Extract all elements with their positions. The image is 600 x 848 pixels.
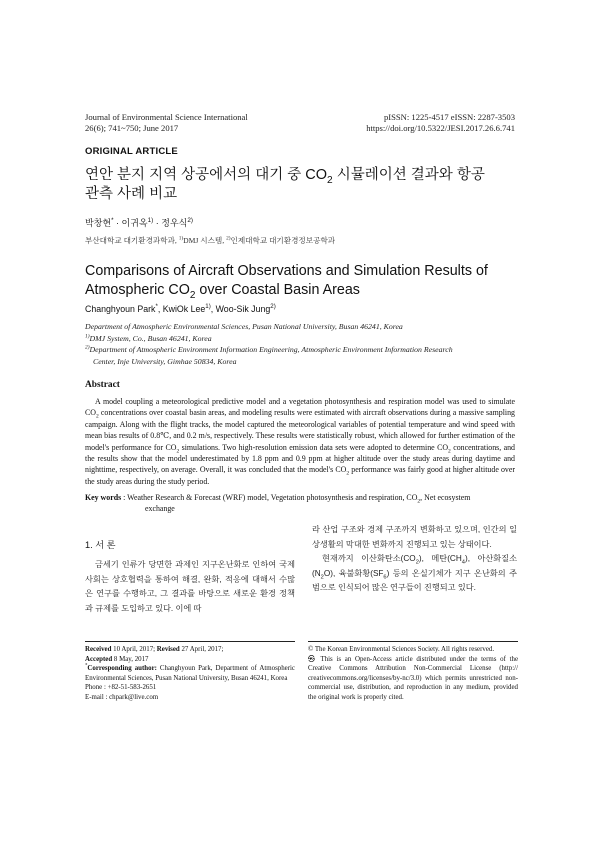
english-title-line1: Comparisons of Aircraft Observations and Simulation Results of (85, 263, 488, 279)
author-mark: 1) (147, 217, 154, 224)
keywords-label: Key words (85, 493, 122, 502)
korean-author-3: 정우식 (161, 218, 188, 228)
corresponding-label: Corresponding author: (87, 665, 157, 673)
article-type: ORIGINAL ARTICLE (85, 146, 178, 157)
english-author-1: Changhyoun Park (85, 304, 156, 314)
intro-text: ), 아산화질소(N (312, 554, 518, 578)
license: ㉿ This is an Open-Access article distributed under the terms of the Creative Commons Attribution Non-Commercial License (http:// creativecommons.org/licenses/by-nc/3.0) which permits unrestricted non-commercial use, distribution, and reproduction in any medium, provided the original work is properly cited. (308, 655, 518, 701)
english-author-2: , KwiOk Lee (157, 304, 206, 314)
korean-affiliations (85, 235, 525, 246)
issn-doi-block (300, 112, 515, 134)
co2-subscript: 2 (417, 498, 421, 505)
english-title-line2: Atmospheric CO (85, 282, 190, 298)
intro-right-paragraph-2 (312, 552, 517, 596)
revised-date: 27 April, 2017; (179, 646, 224, 653)
affiliation-2-text: DMJ System, Co., Busan 46241, Korea (89, 333, 212, 343)
intro-text: ) 등의 온실기체가 지구 온난화의 주범으로 인식되어 많은 연구들이 진행되고 있다. (312, 568, 517, 593)
abstract-text: concentrations, and the results show that the model underestimated by 1.8 ppm and 0.9 ppm at higher altitude over the study areas during daytime and nighttime, respectively, on average. Overall, it was concluded that the model's CO (85, 442, 516, 475)
journal-name: Journal of Environmental Science International (85, 112, 248, 122)
affil-mark: 2) (226, 235, 231, 242)
affil-mark: 1) (178, 235, 184, 242)
accepted-label: Accepted (85, 655, 113, 663)
affiliation-3-text: Department of Atmospheric Environment Information Engineering, Atmospheric Environment Information Research (89, 345, 453, 354)
korean-author-1: 박창현 (85, 218, 112, 228)
footer-right (308, 645, 518, 703)
co2-subscript: 2 (327, 174, 333, 186)
affiliation-3 (85, 344, 525, 356)
author-separator: · (153, 218, 162, 228)
keywords-text: , Net ecosystem (420, 493, 471, 502)
co2-subscript: 2 (176, 448, 180, 455)
abstract-text: concentrations over coastal basin areas, and modeling results were estimated with aircraft observations during a massive sampling campaign. Along with the flight tracks, the model captured the meteorological variables of potential temperature and wind speed with mean bias results of 0.8℃, and 0.2 m/s, respectively. These results were statistically robust, which allowed for further estimation of the model's performance for CO (85, 408, 515, 452)
doi-link[interactable]: https://doi.org/10.5322/JESI.2017.26.6.741 (366, 123, 515, 133)
korean-title-line2: 관측 사례 비교 (85, 186, 178, 202)
korean-affil-3: 인제대학교 대기환경정보공학과 (230, 236, 336, 245)
english-author-3: , Woo-Sik Jung (210, 304, 271, 314)
english-authors (85, 304, 276, 314)
abstract-body (85, 396, 515, 487)
footer-right-rule (308, 641, 518, 642)
keywords (85, 492, 515, 514)
author-mark: 1) (205, 303, 211, 311)
intro-left-paragraph: 금세기 인류가 당면한 과제인 지구온난화로 인하여 국제사회는 상호협력을 통하여 해결, 완화, 적응에 대해서 수많은 연구를 수행하고, 그 결과를 바탕으로 새로운 환경 정책과 규제를 도입하고 있다. 이에 따 (85, 560, 295, 613)
korean-title-line1-end: 시뮬레이션 결과와 항공 (332, 167, 485, 183)
korean-affil-2: DMJ 시스템, (183, 236, 227, 245)
subscript: 2 (320, 574, 324, 581)
intro-text: 현재까지 이산화탄소(CO (322, 554, 416, 564)
author-separator: · (113, 218, 122, 228)
author-mark: 2) (270, 303, 276, 311)
keywords-colon: : (121, 493, 128, 502)
author-mark: * (85, 663, 88, 669)
co2-subscript: 2 (95, 413, 99, 420)
footer-left (85, 645, 295, 703)
email[interactable]: E-mail : chpark@live.com (85, 693, 159, 701)
author-mark: * (155, 303, 158, 311)
abstract-text: A model coupling a meteorological predictive model and a vegetation photosynthesis and respiration model was used to simulate CO (85, 397, 515, 418)
co2-subscript: 2 (346, 471, 350, 478)
korean-authors (85, 216, 193, 229)
intro-text: O), 육불화황(SF (323, 568, 384, 578)
phone: Phone : +82-51-583-2651 (85, 684, 157, 692)
author-mark: * (111, 217, 114, 224)
affil-mark: 1) (85, 332, 90, 339)
section-title: 1. 서 론 (85, 540, 116, 550)
intro-right-column (312, 523, 517, 596)
subscript: 6 (383, 574, 387, 581)
affiliation-2 (85, 333, 525, 345)
english-title-line2-end: over Coastal Basin Areas (195, 282, 360, 298)
corresponding-text: Changhyoun Park, Department of Atmospheric Environmental Sciences, Pusan National University, Busan 46241, Korea (85, 665, 295, 682)
korean-title-line1: 연안 분지 지역 상공에서의 대기 중 CO (85, 167, 328, 183)
abstract-text: performance was fairly good at higher altitude over the study areas during the study period. (85, 465, 516, 486)
english-affiliations (85, 321, 525, 367)
korean-affil-1: 부산대학교 대기환경과학과, (85, 236, 179, 245)
footer-left-rule (85, 641, 295, 642)
accepted-date: 8 May, 2017 (112, 655, 149, 663)
abstract-text: simulations. Two high-resolution emission data sets were adopted to determine CO (179, 442, 449, 452)
received-date: 10 April, 2017; (111, 646, 157, 653)
keywords-text: Weather Research & Forecast (WRF) model, Vegetation photosynthesis and respiration, CO (127, 493, 418, 502)
volume-info: 26(6); 741~750; June 2017 (85, 123, 179, 133)
intro-right-paragraph-1: 라 산업 구조와 경제 구조까지 변화하고 있으며, 인간의 일상생활의 막대한 변화까지 진행되고 있는 상태이다. (312, 525, 517, 549)
received-label: Received (85, 646, 112, 653)
subscript: 2 (415, 559, 419, 566)
co2-subscript: 2 (189, 289, 196, 301)
korean-author-2: 이귀옥 (121, 218, 148, 228)
abstract-heading: Abstract (85, 380, 120, 390)
co2-subscript: 2 (448, 448, 451, 455)
copyright: © The Korean Environmental Sciences Society. All rights reserved. (308, 646, 495, 653)
revised-label: Revised (156, 646, 180, 653)
keywords-line2: exchange (145, 504, 175, 513)
affiliation-3-line2: Center, Inje University, Gimhae 50834, Korea (93, 356, 237, 366)
english-title (85, 262, 525, 300)
issn: pISSN: 1225-4517 eISSN: 2287-3503 (383, 112, 515, 122)
korean-title (85, 166, 525, 204)
author-mark: 2) (187, 217, 193, 224)
affil-mark: 2) (85, 344, 90, 351)
intro-text: ), 메탄(CH (418, 554, 462, 564)
affiliation-1: Department of Atmospheric Environmental Sciences, Pusan National University, Busan 46241, Korea (85, 322, 403, 331)
subscript: 4 (461, 559, 465, 566)
